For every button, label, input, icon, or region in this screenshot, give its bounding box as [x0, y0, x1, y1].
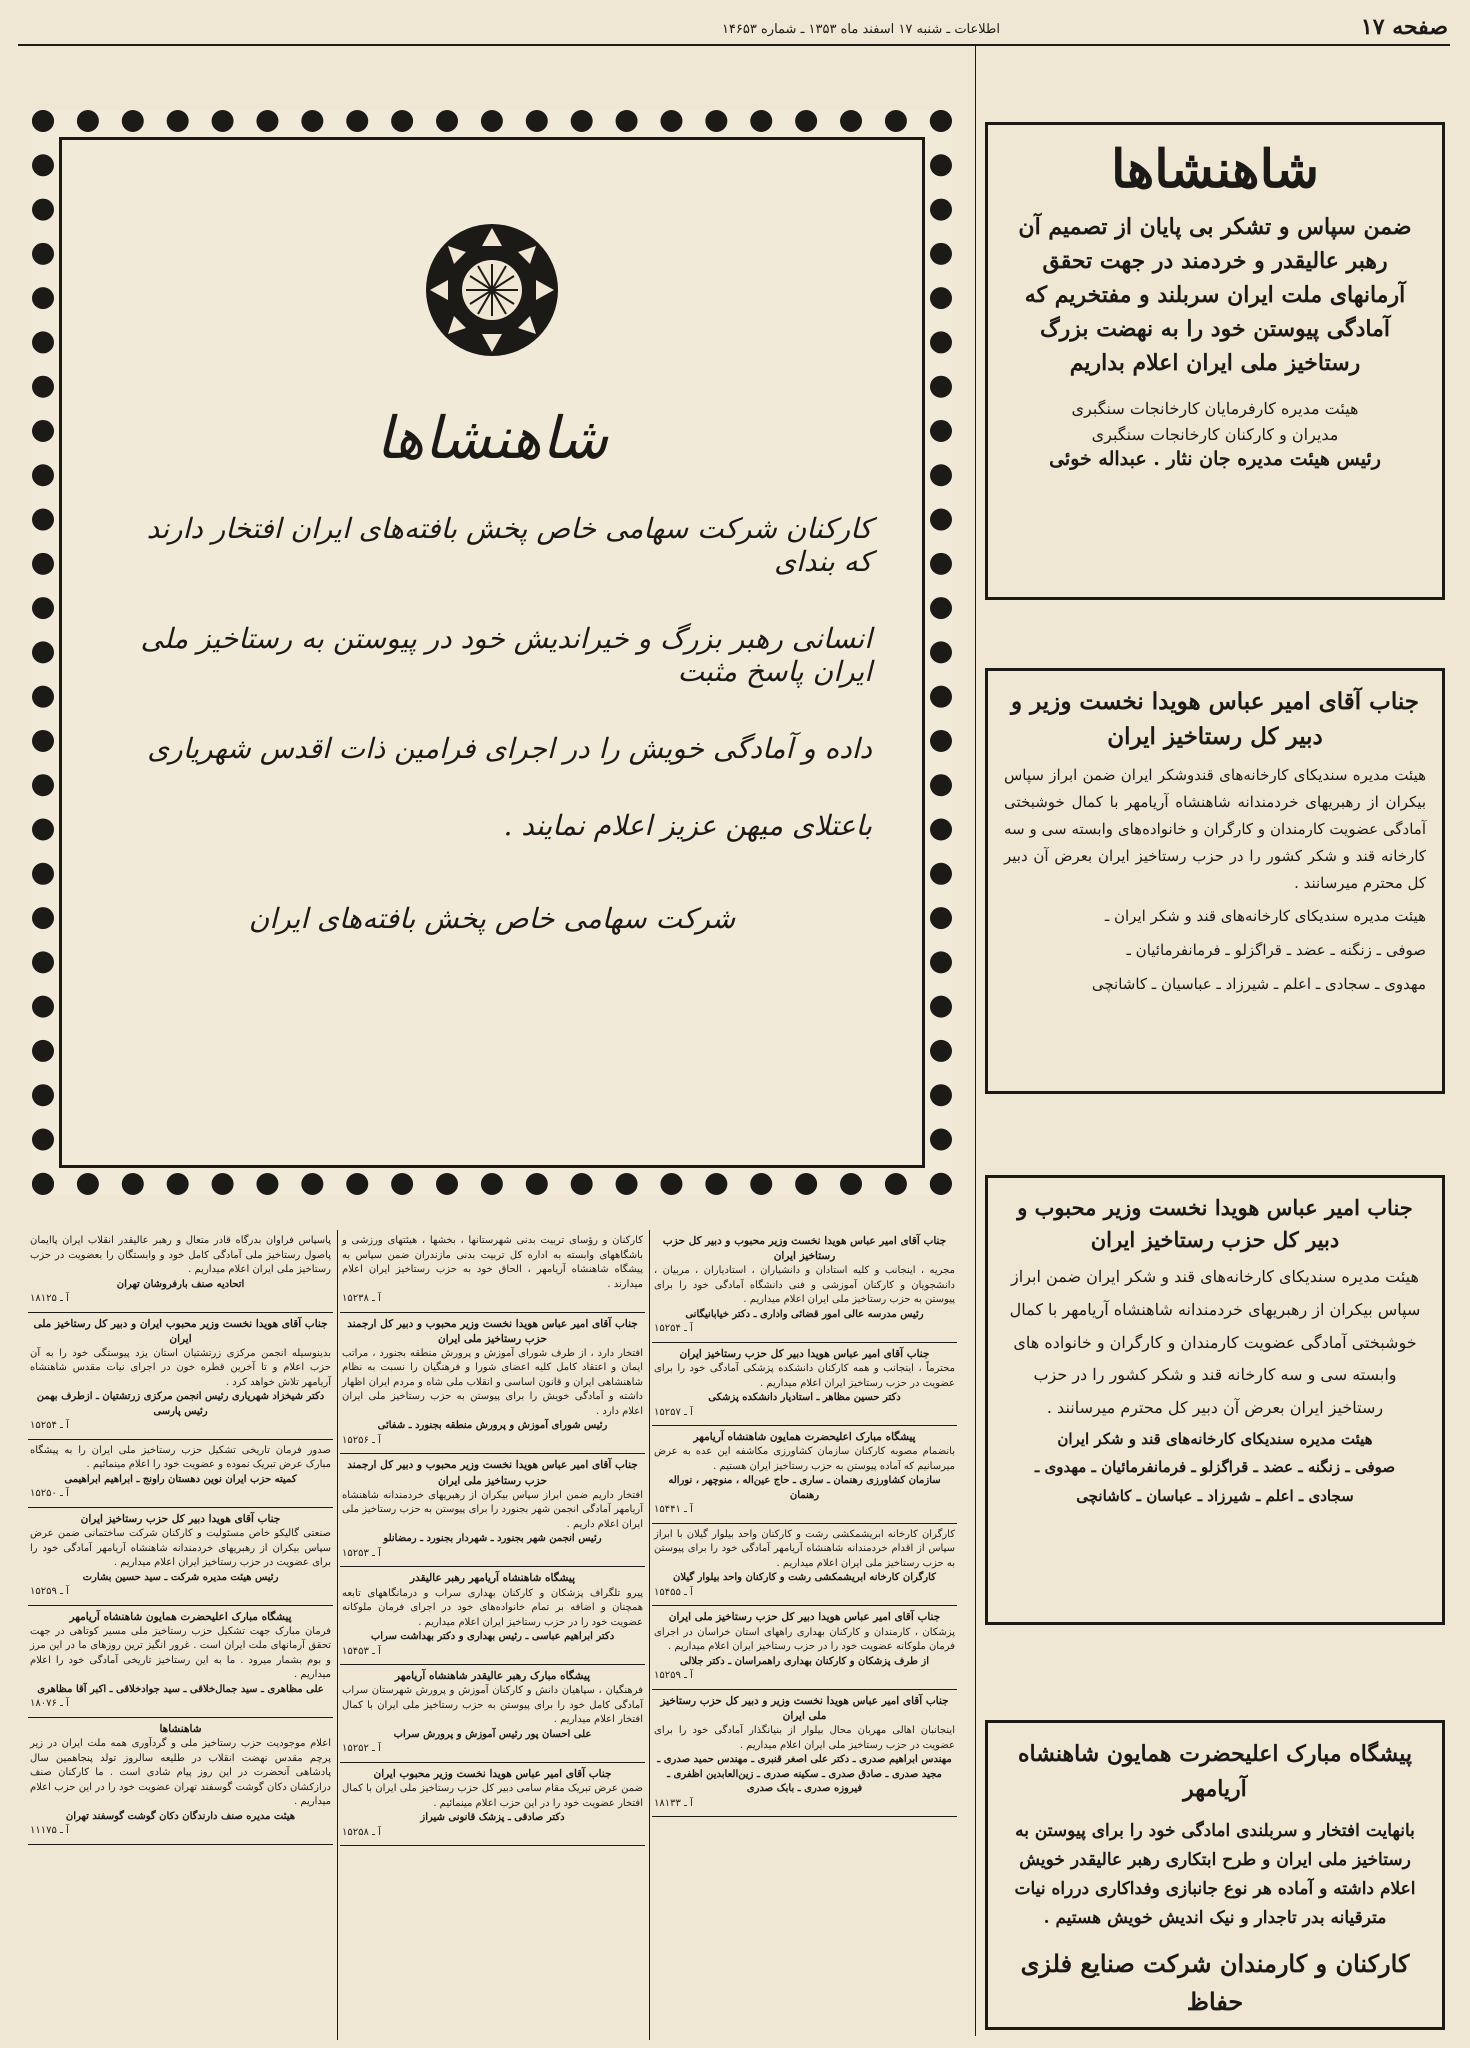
- item-signature: اتحادیه صنف بارفروشان تهران: [116, 1278, 245, 1290]
- item-code: آ ـ ۱۵۲۵۷: [654, 1406, 693, 1418]
- item-code: آ ـ ۱۵۲۵۸: [342, 1826, 381, 1838]
- main-ad-line: باعتلای میهن عزیز اعلام نمایند .: [503, 809, 872, 842]
- list-item: [652, 1606, 957, 1689]
- item-code: آ ـ ۱۵۲۵۶: [342, 1434, 381, 1446]
- ad1-sub: هیئت مدیره کارفرمایان کارخانجات سنگبری: [1071, 399, 1359, 419]
- item-heading: پیشگاه مبارک اعلیحضرت همایون شاهنشاه آریامهر: [693, 1431, 916, 1444]
- list-item: [340, 1313, 645, 1455]
- item-heading: پیشگاه مبارک اعلیحضرت همایون شاهنشاه آریامهر: [69, 1610, 292, 1623]
- ad1-title: شاهنشاها: [1110, 139, 1320, 200]
- classified-column: [28, 1230, 333, 2040]
- list-item: [652, 1343, 957, 1426]
- item-signature: کارگران کارخانه ابریشمکشی رشت و کارکنان واحد بیلوار گیلان: [673, 1572, 936, 1584]
- list-item: [340, 1454, 645, 1567]
- ad1-body: ضمن سپاس و تشکر بی پایان از تصمیم آن رهبر عالیقدر و خردمند در جهت تحقق آرمانهای ملت ایران سربلند و مفتخریم که آمادگی پیوستن خود را به نهضت بزرگ رستاخیز ملی ایران اعلام بداریم: [1018, 214, 1412, 377]
- classified-column: [340, 1230, 645, 2040]
- list-item: [340, 1567, 645, 1665]
- item-heading: پیشگاه شاهنشاه آریامهر رهبر عالیقدر: [409, 1572, 575, 1585]
- company-logo-icon: [422, 220, 562, 360]
- main-ad-line: داده و آمادگی خویش را در اجرای فرامین ذات اقدس شهریاری: [147, 732, 872, 765]
- item-heading: جناب آقای هویدا دبیر کل حزب رستاخیز ایران: [80, 1512, 281, 1525]
- issue-line: اطلاعات ـ شنبه ۱۷ اسفند ماه ۱۳۵۳ ـ شماره ۱۴۶۵۳: [721, 22, 1000, 37]
- ad4-body: بانهایت افتخار و سربلندی امادگی خود را برای پیوستن به رستاخیز ملی ایران و طرح ابتکاری رهبر عالیقدر خویش اعلام داشته و آماده هر نوع جانبازی وفداکاری درراه نیات مترقیانه بدر تاجدار و نیک اندیش خویش هستیم .: [1014, 1821, 1416, 1929]
- main-ad-title: شاهنشاها: [375, 404, 609, 472]
- item-body: فرهنگیان ، سپاهیان دانش و کارکنان آموزش و پرورش شهرستان سراب آمادگی کامل خود را برای پیوستن به حزب رستاخیز ملی ایران با کمال افتخار اعلام میداریم .: [342, 1685, 643, 1726]
- ad2-signature: صوفی ـ زنگنه ـ عضد ـ قراگزلو ـ فرمانفرمائیان ـ: [1126, 941, 1426, 959]
- column-divider: [975, 46, 976, 2036]
- item-body: پزشکان ، کارمندان و کارکنان بهداری راههای استان خراسان در اجرای فرمان ملوکانه عضویت خود را در حزب رستاخیز ایران اعلام میداریم .: [654, 1626, 955, 1653]
- list-item: [28, 1606, 333, 1718]
- ad4-signature: کارکنان و کارمندان شرکت صنایع فلزی حفاظ: [1020, 1948, 1410, 2017]
- item-heading: جناب آقای امیر عباس هویدا نخست وزیر محبوب و دبیر کل ارجمند حزب رستاخیز ملی ایران: [347, 1459, 638, 1487]
- item-signature: کمیته حزب ایران نوین دهستان راونج ـ ابراهیم ابراهیمی: [64, 1473, 297, 1485]
- ad2-signature: مهدوی ـ سجادی ـ اعلم ـ شیرزاد ـ عباسیان ـ کاشانچی: [1091, 975, 1426, 993]
- ad1-sub: مدیران و کارکنان کارخانجات سنگبری: [1091, 425, 1339, 445]
- item-heading: جناب آقای امیر عباس هویدا دبیر کل حزب رستاخیز ملی ایران: [668, 1611, 941, 1624]
- item-code: آ ـ ۱۸۱۲۵: [30, 1293, 69, 1304]
- list-item: [652, 1230, 957, 1343]
- item-heading: جناب آقای امیر عباس هویدا نخست وزیر و دبیر کل حزب رستاخیز ملی ایران: [660, 1694, 949, 1722]
- main-ad-signature: شرکت سهامی خاص پخش بافته‌های ایران: [248, 902, 736, 935]
- item-code: آ ـ ۱۵۴۵۵: [654, 1586, 693, 1598]
- ad1-signature: رئیس هیئت مدیره جان نثار . عبداله خوئی: [1049, 447, 1381, 470]
- list-item: [652, 1524, 957, 1607]
- main-ad: [32, 110, 952, 1195]
- item-code: آ ـ ۱۵۲۵۰: [30, 1488, 69, 1500]
- item-body: محترماً ، اینجانب و همه کارکنان دانشکده پزشکی آمادگی خود را برای عضویت در حزب رستاخیز ایران اعلام میداریم .: [654, 1363, 955, 1389]
- item-body: کارگران کارخانه ابریشمکشی رشت و کارکنان واحد بیلوار گیلان با ابراز سپاس از اقدام خردمندانه شاهنشاه آریامهر آمادگی خود را برای پیوستن به حزب رستاخیز ملی ایران اعلام میداریم .: [654, 1528, 955, 1569]
- item-heading: شاهنشاها: [159, 1722, 202, 1735]
- item-signature: دکتر صادقی ـ پزشک قانونی شیراز: [420, 1812, 565, 1824]
- header-rule: [18, 44, 1450, 46]
- item-heading: جناب آقای امیر عباس هویدا نخست وزیر محبوب و دبیر کل حزب رستاخیز ایران: [662, 1235, 947, 1263]
- column-rule: [649, 1230, 650, 2040]
- list-item: [28, 1230, 333, 1313]
- ad3-signature: سجادی ـ اعلم ـ شیرزاد ـ عباسان ـ کاشانچی: [1076, 1486, 1354, 1505]
- list-item: [340, 1230, 645, 1313]
- ad2-title: جناب آقای امیر عباس هویدا نخست وزیر و دبیر کل رستاخیز ایران: [1011, 688, 1419, 750]
- item-body: ضمن عرض تبریک مقام سامی دبیر کل حزب رستاخیز ملی ایران با کمال افتخار عضویت خود را در این حزب اعلام مینمائیم .: [342, 1783, 643, 1809]
- item-code: آ ـ ۱۱۱۷۵: [30, 1825, 69, 1837]
- item-body: اعلام موجودیت حزب رستاخیز ملی و گردآوری همه ملت ایران در زیر پرچم مقدس نهضت انقلاب در طلیعه سالروز تولد پنجاهمین سال پادشاهی آنحضرت در این روز پیام شادی است . ما کارکنان صنف درازکشان دکان گوشت گوسفند تهران عضویت خود را در این حزب اعلام میداریم .: [30, 1738, 331, 1808]
- ad3-signature: صوفی ـ زنگنه ـ عضد ـ قراگزلو ـ فرمانفرمائیان ـ مهدوی ـ: [1034, 1458, 1396, 1477]
- item-signature: سازمان کشاورزی رهنمان ـ ساری ـ حاج عین‌اله ، منوچهر ، نوراله رهنمان: [668, 1475, 941, 1501]
- item-body: بدینوسیله انجمن مرکزی زرتشتیان استان یزد پیوستگی خود را به آن حزب اعلام و تا آخرین قطره خون در اجرای نیات مقدس شاهنشاه آریامهر تلاش خواهد کرد .: [30, 1347, 331, 1388]
- item-body: اینجانبان اهالی مهربان محال بیلوار از بنیانگذار آمادگی خود را برای عضویت در حزب رستاخیز ملی ایران اعلام میداریم .: [654, 1725, 955, 1751]
- item-body: افتخار دارد ، از طرف شورای آموزش و پرورش منطقه بجنورد ، مراتب ایمان و اعتقاد کامل کلیه اعضای شورا و فرهنگیان را نسبت به نظام شاهنشاهی ایران و قانون اساسی و انقلاب ملی شاه و مردم ایران اظهار داشته و آمادگی خویش را برای پیوستن به حزب رستاخیز ملی ایران اعلام دارد .: [342, 1347, 643, 1417]
- item-body: افتخار داریم ضمن ابراز سپاس بیکران از رهبریهای خردمندانه شاهنشاه آریامهر آمادگی انجمن شهر بجنورد را برای پیوستن به حزب رستاخیز ملی ایران اعلام داریم .: [342, 1489, 643, 1530]
- ad3-body: هیئت مدیره سندیکای کارخانه‌های قند و شکر ایران ضمن ابراز سپاس بیکران از رهبریهای خردمندانه شاهنشاه آریامهر با کمال خوشبختی آمادگی عضویت کارمندان و کارگران و خانواده های وابسته سی و سه کارخانه قند و شکر کشور را در حزب رستاخیز ایران بعرض آن دبیر کل محترم میرسانند .: [1009, 1267, 1421, 1418]
- list-item: [340, 1763, 645, 1846]
- item-code: آ ـ ۱۵۲۳۸: [342, 1293, 381, 1304]
- classified-column: [652, 1230, 957, 2040]
- item-signature: مهندس ابراهیم صدری ـ دکتر علی اصغر قنبری ـ مهندس حمید صدری ـ مجید صدری ـ صادق صدری ـ سکینه صدری ـ زین‌العابدین اظفری ـ فیروزه صدری ـ بابک صدری: [657, 1754, 952, 1795]
- item-body: کارکنان و رؤسای تربیت بدنی شهرستانها ، بخشها ، هیئتهای ورزشی و باشگاههای وابسته به اداره کل تربیت بدنی مازندران ضمن سپاس به پیشگاه شاهنشاه آریامهر ، الحاق خود به حزب رستاخیز ایران اعلام میدارند .: [342, 1235, 643, 1290]
- ad-hefaz-metal: [985, 1720, 1445, 2030]
- ad4-title: پیشگاه مبارک اعلیحضرت همایون شاهنشاه آریامهر: [1017, 1741, 1413, 1803]
- item-signature: علی مظاهری ـ سید جمال‌خلاقی ـ سید جوادخلاقی ـ اکبر آقا مظاهری: [37, 1683, 324, 1695]
- item-code: آ ـ ۱۵۴۵۳: [342, 1645, 381, 1657]
- item-body: مجریه ، اینجانب و کلیه استادان و دانشیاران ، استادیاران ، مربیان ، دانشجویان و کارکنان آموزشی و فنی دانشگاه آمادگی خود را برای پیوستن به حزب رستاخیز ملی ایران اعلام میداریم .: [654, 1265, 955, 1306]
- item-code: آ ـ ۱۵۲۵۹: [30, 1586, 69, 1598]
- item-code: آ ـ ۱۵۲۵۴: [30, 1420, 69, 1432]
- ad3-signature: هیئت مدیره سندیکای کارخانه‌های قند و شکر ایران: [1057, 1429, 1373, 1448]
- ad2-signature: هیئت مدیره سندیکای کارخانه‌های قند و شکر ایران ـ: [1104, 907, 1426, 925]
- item-signature: رئیس هیئت مدیره شرکت ـ سید حسین بشارت: [82, 1571, 279, 1583]
- ad2-body: هیئت مدیره سندیکای کارخانه‌های قندوشکر ایران ضمن ابراز سپاس بیکران از رهبریهای خردمندانه شاهنشاه آریامهر با کمال خوشبختی آمادگی عضویت کارمندان و کارگران و خانواده‌های وابسته سی و سه کارخانه قند و شکر کشور را در حزب رستاخیز ایران بعرض آن دبیر کل محترم میرسانند .: [1004, 766, 1426, 892]
- list-item: [28, 1313, 333, 1440]
- list-item: [28, 1718, 333, 1845]
- item-signature: رئیس انجمن شهر بجنورد ـ شهردار بجنورد ـ رمضانلو: [383, 1533, 602, 1545]
- main-ad-line: کارکنان شرکت سهامی خاص پخش بافته‌های ایران افتخار دارند که بندای: [146, 512, 872, 578]
- item-body: صنعتی گالیکو خاص مسئولیت و کارکنان شرکت ساختمانی ضمن عرض سپاس بیکران از رهبریهای خردمندانه شاهنشاه آریامهر آمادگی خود را برای عضویت در حزب رستاخیز ایران اعلام میداریم .: [30, 1528, 331, 1569]
- list-item: [28, 1508, 333, 1606]
- list-item: [652, 1690, 957, 1817]
- column-rule: [337, 1230, 338, 2040]
- item-signature: علی احسان پور رئیس آموزش و پرورش سراب: [393, 1728, 592, 1740]
- item-code: آ ـ ۱۸۱۳۳: [654, 1797, 693, 1809]
- item-body: فرمان مبارک جهت تشکیل حزب رستاخیز ملی مسیر کوتاهی در جهت تحقق آرمانهای ملت ایران است . غرور انگیز ترین روزهای ما در این مرز و بوم بشمار میرود . ما به این رستاخیز تاریخی آمادگی خود را اعلام میداریم .: [30, 1625, 331, 1681]
- item-signature: دکتر ابراهیم عباسی ـ رئیس بهداری و دکتر بهداشت سراب: [370, 1631, 615, 1643]
- item-heading: پیشگاه مبارک رهبر عالیقدر شاهنشاه آریامهر: [394, 1670, 591, 1683]
- item-heading: جناب آقای امیر عباس هویدا دبیر کل حزب رستاخیز ایران: [679, 1347, 930, 1360]
- item-code: آ ـ ۱۵۲۵۴: [654, 1323, 693, 1335]
- ad-stone-cutting: [985, 122, 1445, 600]
- item-code: آ ـ ۱۵۴۴۱: [654, 1504, 693, 1516]
- item-code: آ ـ ۱۵۲۵۳: [342, 1547, 381, 1559]
- item-signature: از طرف پزشکان و کارکنان بهداری راهمراسان ـ دکتر جلالی: [679, 1655, 930, 1667]
- item-signature: رئیس شورای آموزش و پرورش منطقه بجنورد ـ شفائی: [377, 1420, 608, 1432]
- item-code: آ ـ ۱۵۲۵۹: [654, 1670, 693, 1682]
- list-item: [340, 1665, 645, 1763]
- main-ad-line: انسانی رهبر بزرگ و خیراندیش خود در پیوستن به رستاخیز ملی ایران پاسخ مثبت: [140, 622, 872, 688]
- item-signature: دکتر شیخزاد شهریاری رئیس انجمن مرکزی زرتشتیان ـ ازطرف بهمن رئیس پارسی: [36, 1391, 325, 1417]
- item-heading: جناب آقای هویدا نخست وزیر محبوب ایران و دبیر کل رستاخیز ملی ایران: [33, 1317, 328, 1345]
- item-signature: رئیس مدرسه عالی امور قضائی واداری ـ دکتر خیابانیگانی: [685, 1308, 924, 1320]
- item-code: آ ـ ۱۵۲۵۲: [342, 1743, 381, 1755]
- ad-sugar-syndicate-2: [985, 1175, 1445, 1625]
- page-number: صفحه ۱۷: [1360, 14, 1448, 40]
- item-heading: جناب آقای امیر عباس هویدا نخست وزیر محبوب و دبیر کل ارجمند حزب رستاخیز ملی ایران: [347, 1317, 638, 1345]
- list-item: [652, 1426, 957, 1524]
- item-body: پاسپاس فراوان بدرگاه قادر متعال و رهبر عالیقدر انقلاب ایران پاایمان پاصول رستاخیز ملی آمادگی کامل خود و وابستگان را بعضویت در حزب رستاخیز ملی ایران اعلام میداریم .: [30, 1235, 331, 1275]
- ad-sugar-syndicate: [985, 668, 1445, 1094]
- item-code: آ ـ ۱۸۰۷۶: [30, 1698, 69, 1710]
- ad3-title: جناب امیر عباس هویدا نخست وزیر محبوب و دبیر کل حزب رستاخیز ایران: [1017, 1195, 1413, 1252]
- item-body: صدور فرمان تاریخی تشکیل حزب رستاخیز ملی ایران را به پیشگاه مبارک عرض تبریک نموده و عضویت خود را اعلام مینمائیم .: [30, 1444, 331, 1471]
- item-body: پیرو تلگراف پزشکان و کارکنان بهداری سراب و درمانگاههای تابعه همچنان و اضافه بر تمام خانواده‌های خود در اجرای فرمان ملوکانه عضویت خود را در حزب رستاخیز ایران اعلام میداریم .: [342, 1587, 643, 1628]
- item-signature: دکتر حسین مظاهر ـ استادیار دانشکده پزشکی: [708, 1392, 901, 1404]
- list-item: [28, 1440, 333, 1508]
- item-heading: جناب آقای امیر عباس هویدا نخست وزیر محبوب ایران: [373, 1767, 612, 1780]
- item-signature: هیئت مدیره صنف دارندگان دکان گوشت گوسفند تهران: [65, 1810, 296, 1822]
- item-body: بانضمام مصوبه کارکنان سازمان کشاورزی مکاشفه این عده به عرض میرسانیم که آماده پیوستن به حزب رستاخیز ایران هستیم .: [654, 1446, 955, 1472]
